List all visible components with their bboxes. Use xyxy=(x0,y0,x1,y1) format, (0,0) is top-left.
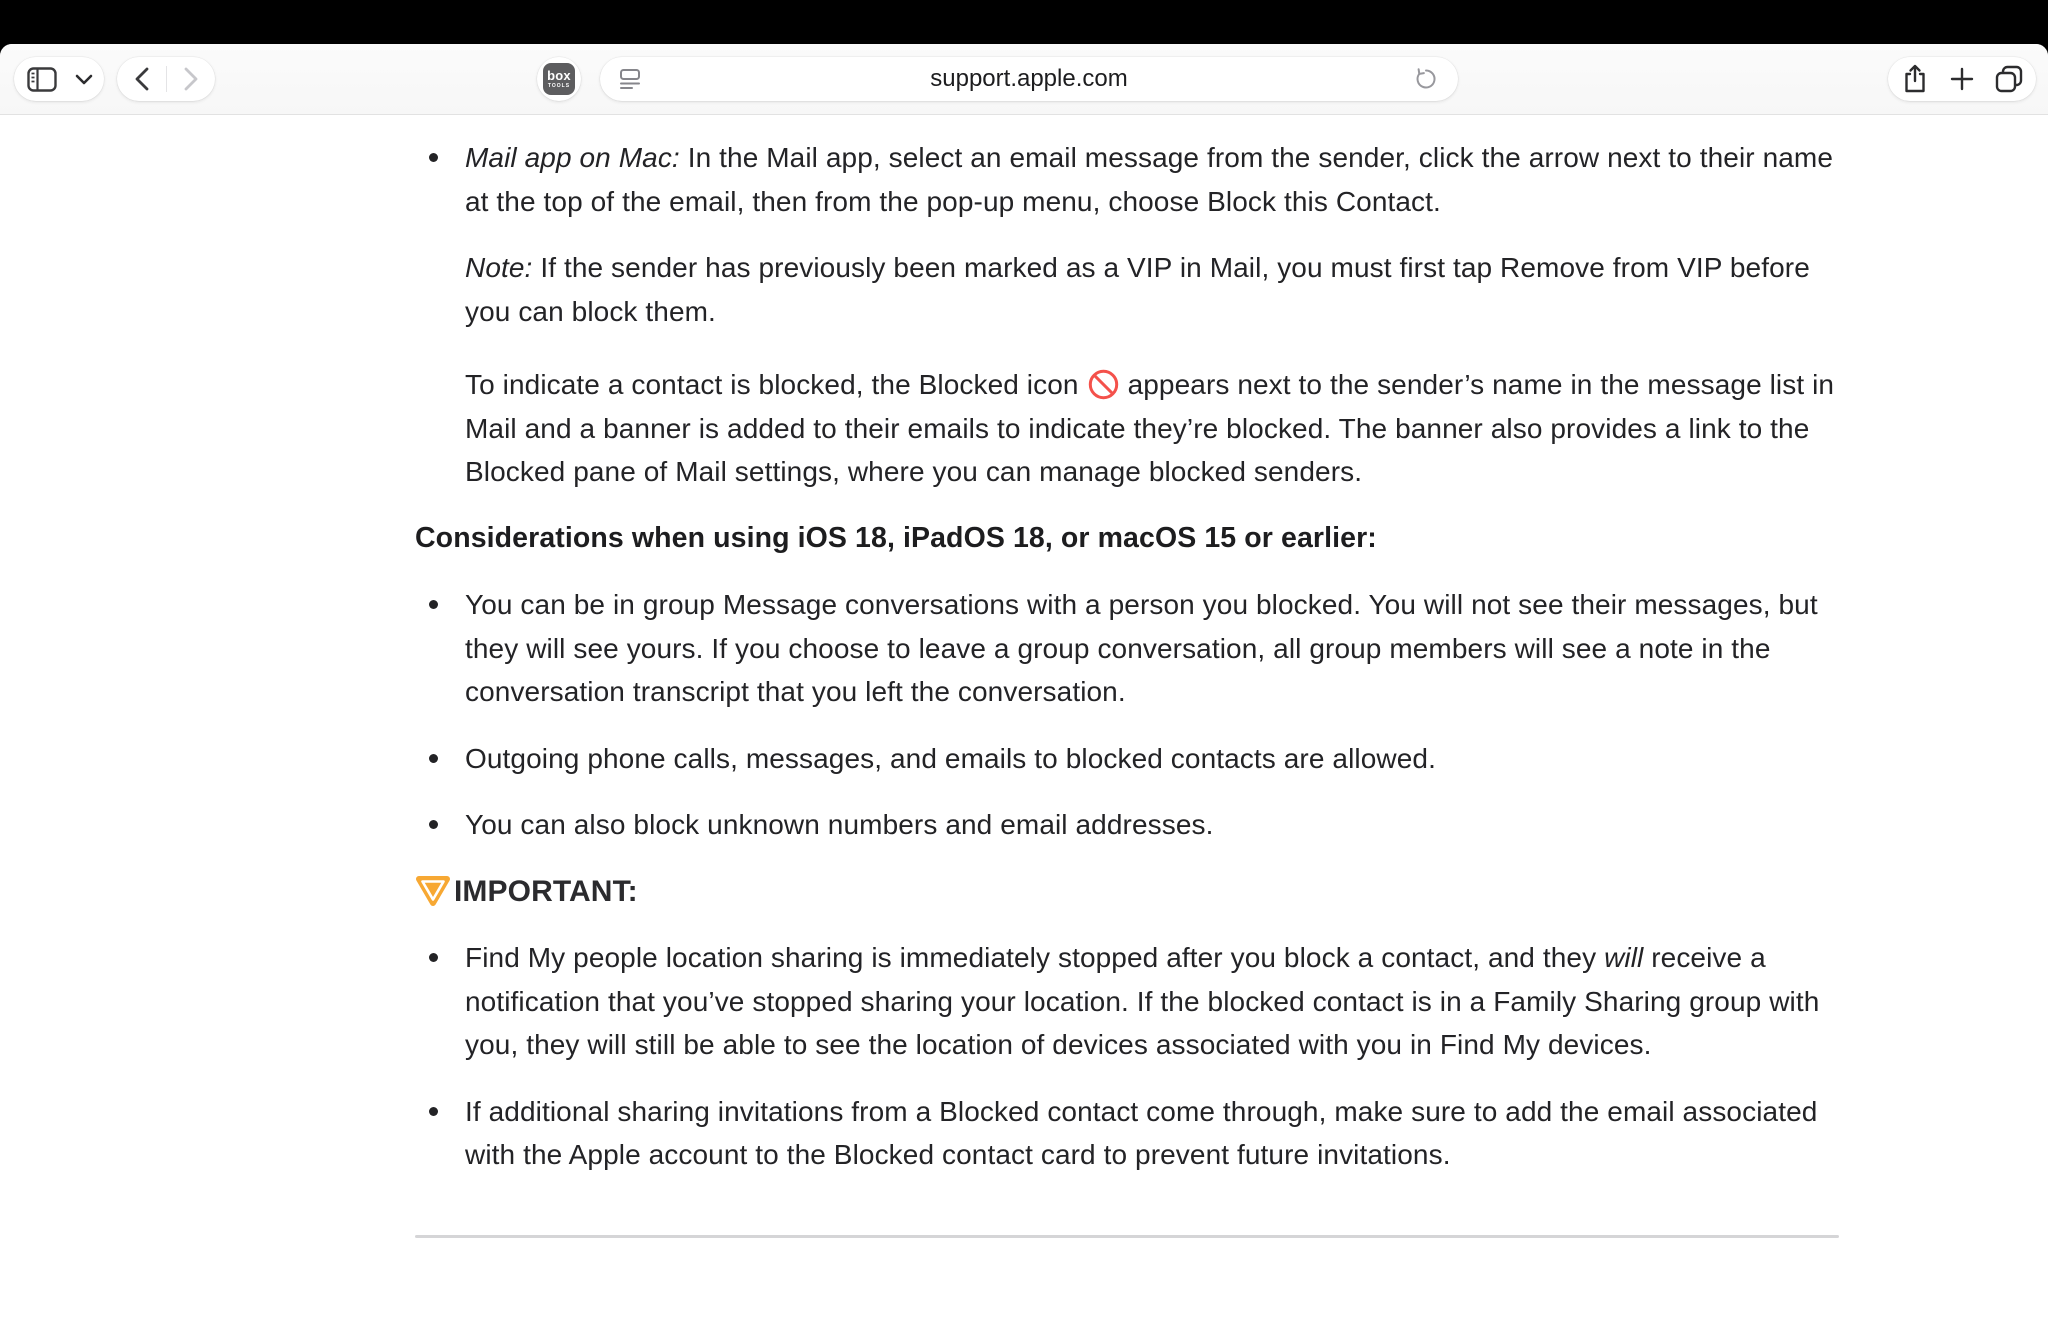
list-item-invitations xyxy=(415,1090,1845,1177)
sidebar-toggle-button[interactable] xyxy=(20,57,64,101)
back-button[interactable] xyxy=(118,57,166,101)
box-tools-sublabel: TOOLS xyxy=(547,83,571,89)
mail-bullet-body: In the Mail app, select an email message from the sender, click the arrow next to their name at the top of the email, then from the pop-up menu, choose Block this Contact. xyxy=(465,142,1834,217)
window-action-group xyxy=(1888,57,2036,101)
mail-bullet-lead: Mail app on Mac: xyxy=(465,142,680,173)
blocked-icon xyxy=(1088,369,1119,400)
find-my-before: Find My people location sharing is immediately stopped after you block a contact, and they xyxy=(465,942,1605,973)
invitations-text: If additional sharing invitations from a Blocked contact come through, make sure to add the email associated with the Apple account to the Blocked contact card to prevent future invitations. xyxy=(465,1095,1818,1170)
share-icon xyxy=(1902,64,1928,94)
box-tools-extension-button[interactable] xyxy=(537,57,581,101)
bullet-marker xyxy=(429,600,438,609)
back-icon xyxy=(135,67,149,91)
blocked-para-before: To indicate a contact is blocked, the Blocked icon xyxy=(465,369,1079,400)
note-body: If the sender has previously been marked as a VIP in Mail, you must first tap Remove from VIP before you can block them. xyxy=(465,252,1810,327)
chevron-down-icon xyxy=(75,74,93,85)
reload-icon xyxy=(1414,67,1438,91)
menu-bar xyxy=(0,0,2048,44)
tab-overview-button[interactable] xyxy=(1986,57,2033,101)
find-my-after: receive a notification that you’ve stopped sharing your location. If the blocked contact is in a Family Sharing group with you, they will still be able to see the location of devices associated with you in Find My devices. xyxy=(465,942,1820,1060)
bullet-marker xyxy=(429,1107,438,1116)
sidebar-options-button[interactable] xyxy=(70,57,98,101)
forward-button[interactable] xyxy=(167,57,215,101)
note-lead: Note: xyxy=(465,252,533,283)
bullet-marker xyxy=(429,820,438,829)
sidebar-icon xyxy=(27,67,57,92)
section-divider xyxy=(415,1235,1839,1238)
important-heading xyxy=(415,870,1845,914)
reload-button[interactable] xyxy=(1406,57,1446,101)
blocked-para-after: appears next to the sender’s name in the message list in Mail and a banner is added to their emails to indicate they’re blocked. The banner also provides a link to the Blocked pane of Mail settings, where you can manage blocked senders. xyxy=(465,369,1835,487)
box-tools-icon xyxy=(543,63,575,95)
plus-icon xyxy=(1950,67,1974,91)
consideration-1-text: You can be in group Message conversations with a person you blocked. You will not see their messages, but they will see yours. If you choose to leave a group conversation, all group members will see a note in the conversation transcript that you left the conversation. xyxy=(465,589,1818,707)
url-text: support.apple.com xyxy=(930,65,1128,92)
new-tab-button[interactable] xyxy=(1939,57,1986,101)
sidebar-button-group xyxy=(14,57,104,101)
blocked-indicator-paragraph xyxy=(465,363,1845,494)
forward-icon xyxy=(184,67,198,91)
list-item-mail-app xyxy=(415,136,1845,223)
box-tools-label: box xyxy=(547,68,571,83)
list-item-group-messages xyxy=(415,583,1845,714)
bullet-marker xyxy=(429,953,438,962)
list-item-block-unknown xyxy=(415,803,1845,847)
browser-toolbar xyxy=(0,44,2048,115)
tab-overview-icon xyxy=(1994,64,2024,94)
article xyxy=(415,136,1845,1238)
list-item-find-my xyxy=(415,936,1845,1067)
safari-window xyxy=(0,44,2048,1330)
important-heading-text: IMPORTANT: xyxy=(454,874,638,908)
warning-triangle-icon xyxy=(415,874,451,908)
share-button[interactable] xyxy=(1892,57,1939,101)
bullet-marker xyxy=(429,153,438,162)
consideration-2-text: Outgoing phone calls, messages, and emails to blocked contacts are allowed. xyxy=(465,742,1436,774)
list-item-outgoing-calls xyxy=(415,737,1845,781)
consideration-3-text: You can also block unknown numbers and email addresses. xyxy=(465,809,1214,840)
considerations-heading: Considerations when using iOS 18, iPadOS 18, or macOS 15 or earlier: xyxy=(415,521,1377,554)
address-bar[interactable] xyxy=(600,57,1458,101)
find-my-italic: will xyxy=(1604,942,1644,973)
bullet-marker xyxy=(429,754,438,763)
page-content xyxy=(0,116,2048,1330)
navigation-button-group xyxy=(117,57,215,101)
note-paragraph xyxy=(465,246,1845,333)
